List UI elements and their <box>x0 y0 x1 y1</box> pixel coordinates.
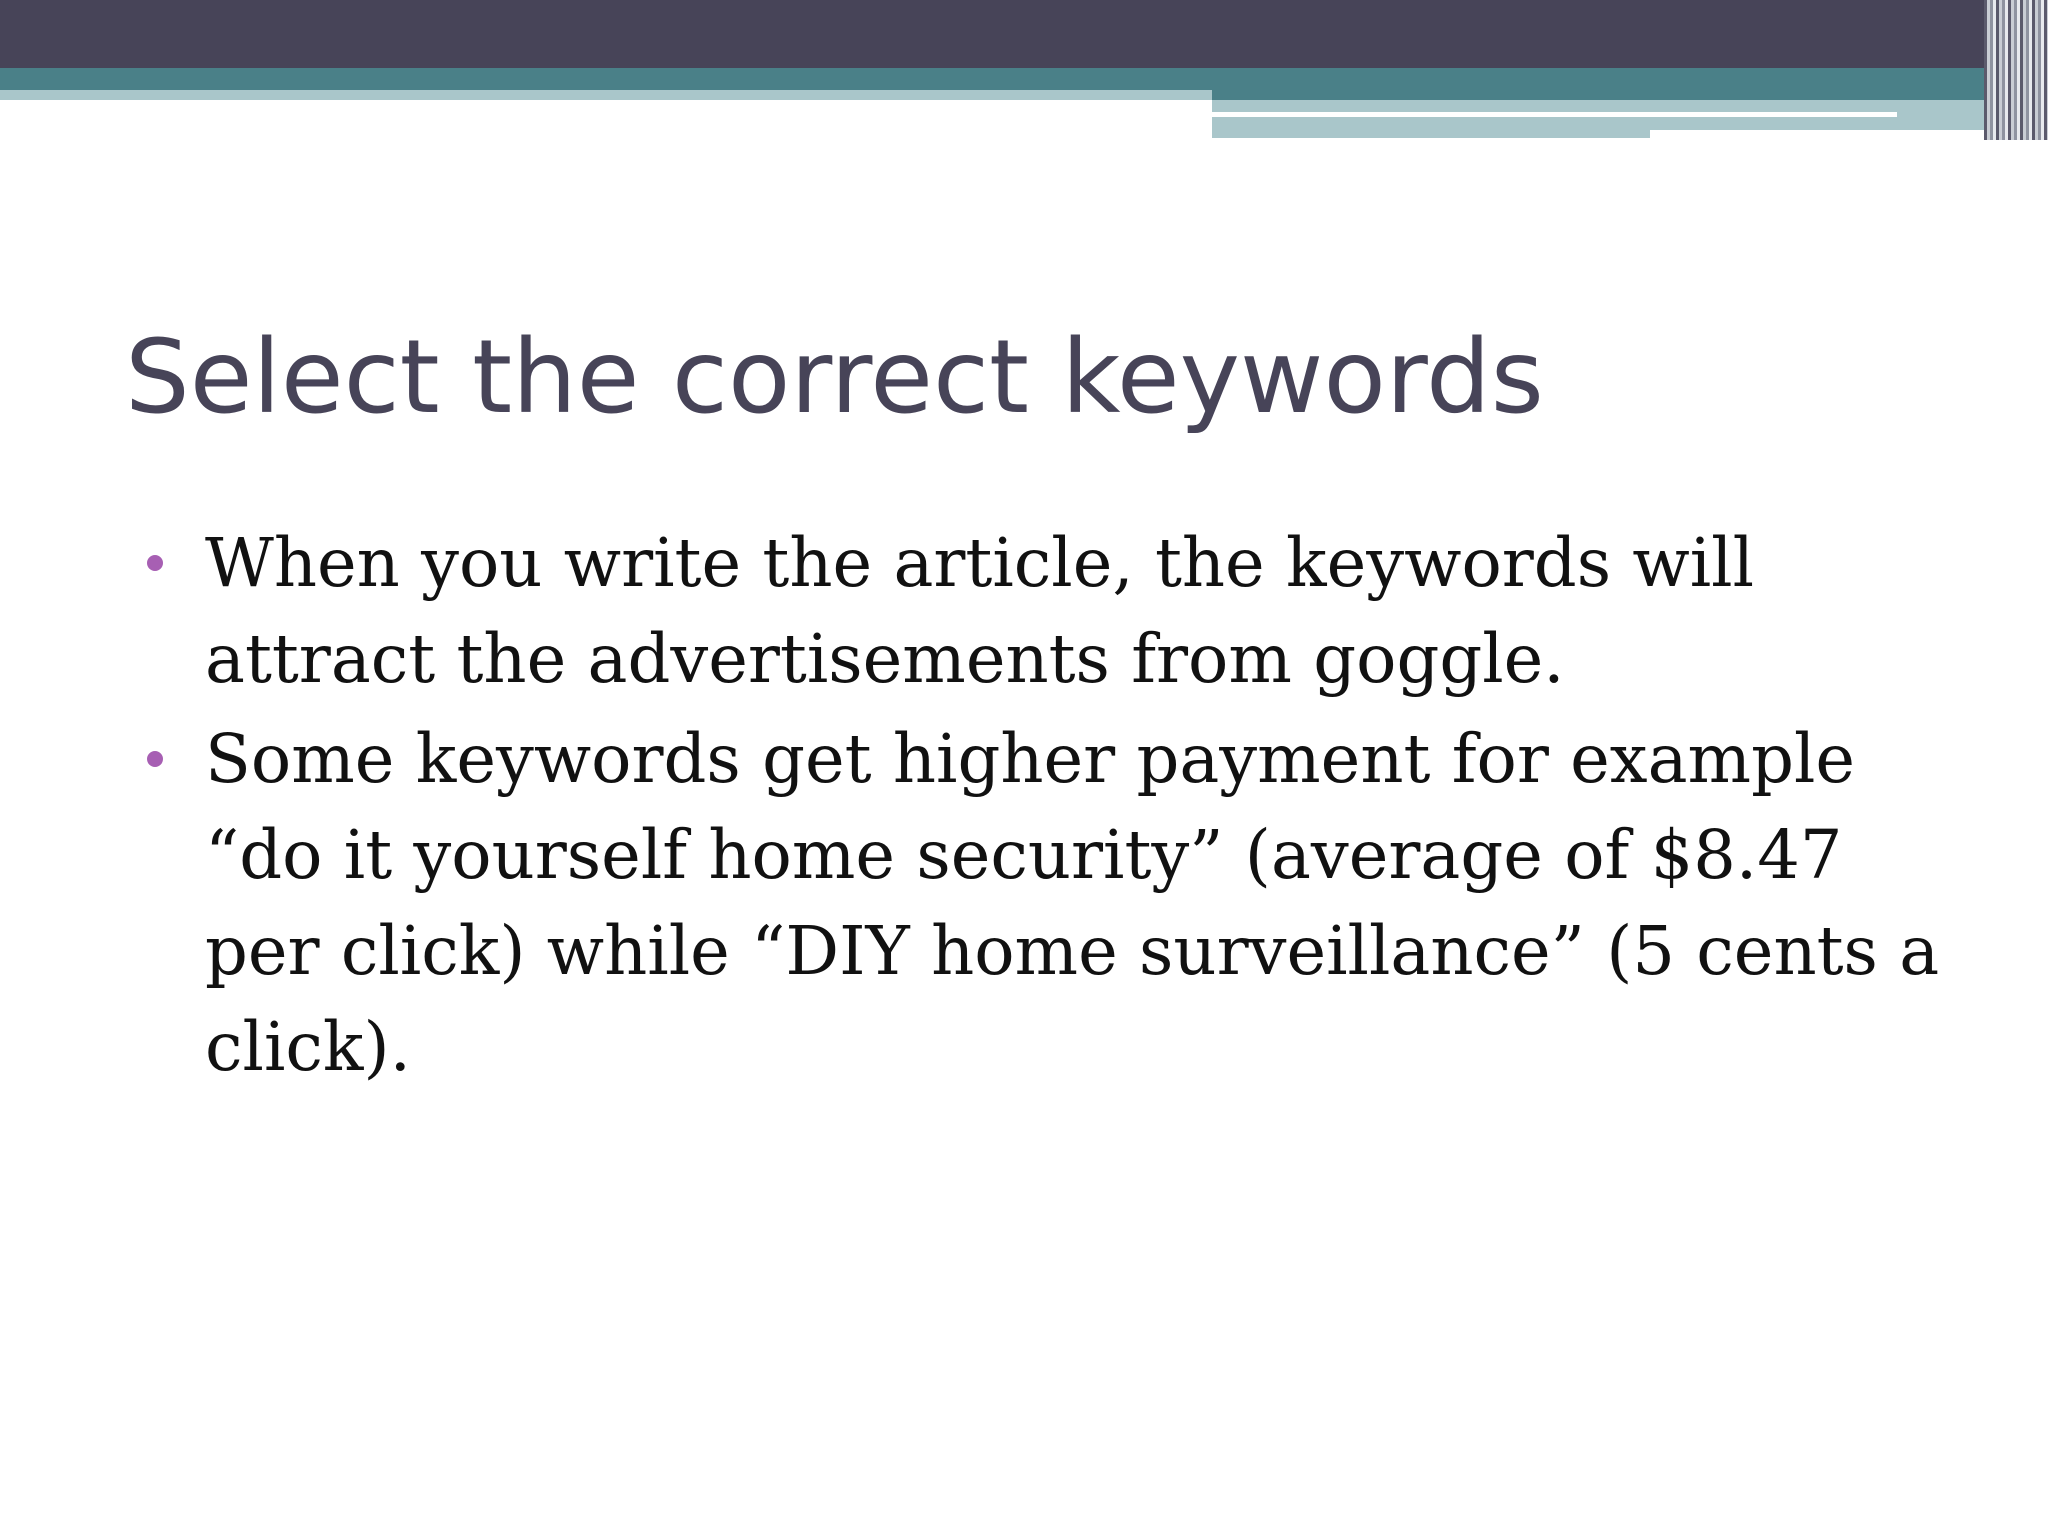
bullet-item <box>205 711 1955 1095</box>
teal-accent-band-right <box>1212 68 1992 100</box>
bullet-item <box>205 515 1955 707</box>
round-bullet-icon <box>147 751 163 767</box>
slide-title: Select the correct keywords <box>125 318 1544 437</box>
bullet-list <box>205 515 1955 1095</box>
pale-accent-band-left <box>0 90 1212 100</box>
decorative-line <box>1650 130 1992 138</box>
round-bullet-icon <box>147 555 163 571</box>
bullet-text: When you write the article, the keywords will attract the advertisements from goggle. <box>205 524 1755 698</box>
header-bar <box>0 0 2048 68</box>
decorative-edge-stripes <box>1984 0 2048 140</box>
bullet-text: Some keywords get higher payment for example “do it yourself home security” (average of $8.47 per click) while “DIY home surveillance” (5 cents a click). <box>205 720 1940 1086</box>
teal-accent-band-left <box>0 68 1212 90</box>
decorative-line <box>1212 112 1897 117</box>
